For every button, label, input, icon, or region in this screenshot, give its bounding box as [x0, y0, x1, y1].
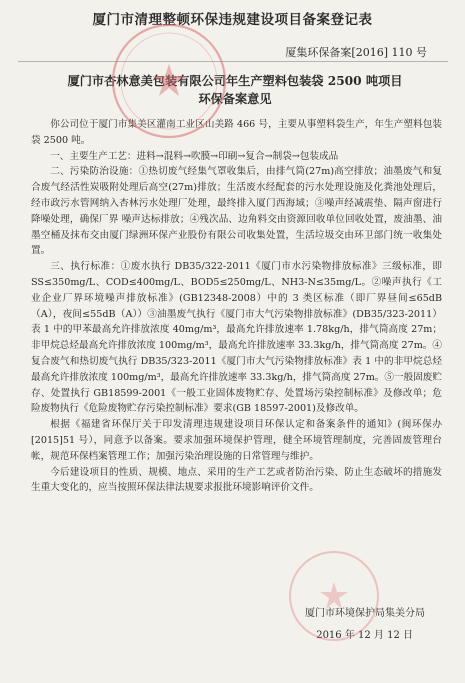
paragraph-process: 一、主要生产工艺：进料→混料→吹膜→印刷→复合→制袋→包装成品	[50, 150, 339, 162]
paragraph-approval: 根据《福建省环保厅关于印发清理违规建设项目环保认定和备案条件的通知》(闽环保办[2015]51 号），同意予以备案。要求加强环境保护管理，健全环境管理制度，完善固废管理台帐，规范环保档案管理工作；加强污染治理设施的日常管理与维护。	[31, 419, 442, 462]
paragraph-standards: 三、执行标准：①废水执行 DB35/322-2011《厦门市水污染物排放标准》三级标准，即 SS≤350mg/L、COD≤400mg/L、BOD5≤250mg/L、NH3-N≤35mg/L。②噪声执行《工业企业厂界环境噪声排放标准》(GB12348-2008）中的 3 类区标准（即厂界昼间≤65dB（A），夜间≤55dB（A））③油墨废气执行《厦门市大气污染物排放标准》(DB35/323-2011）表 1 中的甲苯最高允许排放浓度 40mg/m³，最高允许排放速率 1.78kg/h，排气筒高度 27m；非甲烷总烃最高允许排放浓度 100mg/m³，最高允许排放速率 33.3kg/h，排气筒高度 27m。④复合废气和热切废气执行 DB35/323-2011《厦门市大气污染物排放标准》表 1 中的非甲烷总烃最高允许排放浓度 100mg/m³，最高允许排放速率 33.3kg/h，排气筒高度 27m。⑤一般固废贮存、处置执行 GB18599-2001《一般工业固体废物贮存、处置场污染控制标准》及修改单；危险废物执行《危险废物贮存污染控制标准》要求(GB 18597-2001)及修改单。	[31, 261, 442, 415]
paragraph-notice: 今后建设项目的性质、规模、地点、采用的生产工艺或者防治污染、防止生态破坏的措施发生重大变化的，应当按照环保法律法规要求报批环境影响评价文件。	[31, 466, 442, 494]
issue-date: 2016 年 12 月 12 日	[316, 630, 413, 641]
document-body	[31, 117, 442, 496]
official-seal-icon-2	[286, 548, 382, 644]
record-number: 厦集环保备案[2016] 110 号	[285, 46, 427, 59]
paragraph-intro: 你公司位于厦门市集美区灌南工业区山美路 466 号，主要从事塑料袋生产，年生产塑料包装袋 2500 吨。	[31, 119, 442, 146]
header-divider	[18, 61, 448, 62]
signatory: 厦门市环境保护局集美分局	[305, 608, 425, 619]
document-title-line1: 厦门市杏林意美包装有限公司年生产塑料包装袋 2500 吨项目	[67, 74, 403, 88]
official-seal-icon	[108, 20, 230, 142]
paragraph-pollution-control: 二、污染防治设施：①热切废气经集气罩收集后，由排气筒(27m)高空排放；油墨废气和复合废气经活性炭吸附处理后高空(27m)排放；生活废水经配套的污水处理设施及化粪池处理后，经市政污水管网纳入杏林污水处理厂处理，最终排入厦门西海域；③噪声经减震垫、隔声窗进行降噪处理，确保厂界 噪声达标排放；④残次品、边角料交由资源回收单位回收处置，废油墨、油墨空桶及抹布交由厦门绿洲环保产业股份有限公司收集处置，生活垃圾交由环卫部门统一收集处置。	[31, 166, 442, 257]
form-title: 厦门市清理整顿环保违规建设项目备案登记表	[92, 12, 373, 28]
document-title	[30, 72, 440, 108]
document-title-line2: 环保备案意见	[198, 92, 272, 106]
